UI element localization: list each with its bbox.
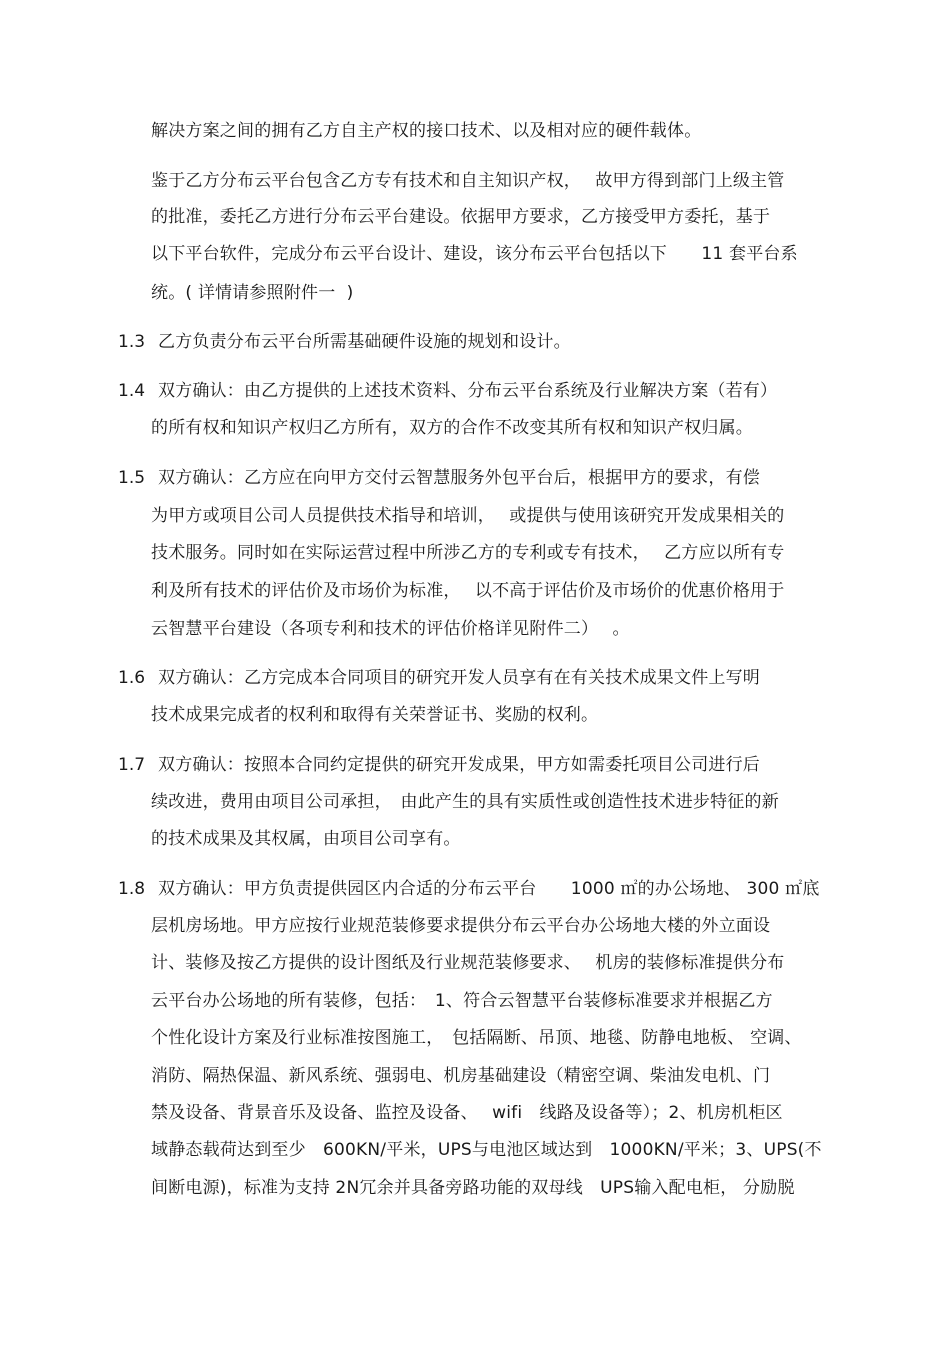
clause-line: 的所有权和知识产权归乙方所有，双方的合作不改变其所有权和知识产权归属。	[151, 418, 753, 438]
clause-line: 个性化设计方案及行业标准按图施工， 包括隔断、吊顶、地毯、防静电地板、 空调、	[151, 1028, 802, 1048]
clause-number: 1.5	[118, 468, 146, 488]
intro-line: 以下平台软件，完成分布云平台设计、建设，该分布云平台包括以下 11 套平台系	[151, 244, 798, 264]
clause-number: 1.8	[118, 879, 146, 899]
clause-line: 云平台办公场地的所有装修，包括： 1、符合云智慧平台装修标准要求并根据乙方	[151, 991, 773, 1011]
clause-line: 的技术成果及其权属，由项目公司享有。	[151, 829, 461, 849]
clause-line: 利及所有技术的评估价及市场价为标准， 以不高于评估价及市场价的优惠价格用于	[151, 581, 785, 601]
clause-line: 双方确认：甲方负责提供园区内合适的分布云平台 1000 ㎡的办公场地、 300 ㎡底	[158, 879, 820, 899]
intro-line: 统。( 详情请参照附件一 )	[151, 283, 354, 303]
clause-line: 计、装修及按乙方提供的设计图纸及行业规范装修要求、 机房的装修标准提供分布	[151, 953, 785, 973]
clause-line: 禁及设备、背景音乐及设备、监控及设备、 wifi 线路及设备等）；2、机房机柜区	[151, 1103, 783, 1123]
intro-line: 鉴于乙方分布云平台包含乙方专有技术和自主知识产权， 故甲方得到部门上级主管	[151, 171, 785, 191]
clause-line: 为甲方或项目公司人员提供技术指导和培训， 或提供与使用该研究开发成果相关的	[151, 506, 785, 526]
clause-line: 间断电源)，标准为支持 2N冗余并具备旁路功能的双母线 UPS输入配电柜， 分励脱	[151, 1178, 795, 1198]
clause-line: 双方确认：乙方完成本合同项目的研究开发人员享有在有关技术成果文件上写明	[158, 668, 760, 688]
intro-line: 的批准，委托乙方进行分布云平台建设。依据甲方要求，乙方接受甲方委托，基于	[151, 207, 771, 227]
clause-number: 1.7	[118, 755, 146, 775]
clause-line: 技术成果完成者的权利和取得有关荣誉证书、奖励的权利。	[151, 705, 599, 725]
clause-number: 1.6	[118, 668, 146, 688]
clause-line: 续改进，费用由项目公司承担， 由此产生的具有实质性或创造性技术进步特征的新	[151, 792, 779, 812]
clause-line: 技术服务。同时如在实际运营过程中所涉乙方的专利或专有技术， 乙方应以所有专	[151, 543, 785, 563]
clause-line: 双方确认：按照本合同约定提供的研究开发成果，甲方如需委托项目公司进行后	[158, 755, 760, 775]
clause-line: 乙方负责分布云平台所需基础硬件设施的规划和设计。	[158, 332, 571, 352]
clause-line: 云智慧平台建设（各项专利和技术的评估价格详见附件二） 。	[151, 619, 630, 639]
clause-line: 域静态载荷达到至少 600KN/平米，UPS与电池区域达到 1000KN/平米；3、UPS(不	[151, 1140, 822, 1160]
clause-line: 消防、隔热保温、新风系统、强弱电、机房基础建设（精密空调、柴油发电机、门	[151, 1066, 771, 1086]
clause-line: 层机房场地。甲方应按行业规范装修要求提供分布云平台办公场地大楼的外立面设	[151, 916, 771, 936]
clause-line: 双方确认：由乙方提供的上述技术资料、分布云平台系统及行业解决方案（若有）	[158, 381, 778, 401]
clause-number: 1.3	[118, 332, 146, 352]
clause-line: 双方确认：乙方应在向甲方交付云智慧服务外包平台后，根据甲方的要求，有偿	[158, 468, 760, 488]
clause-number: 1.4	[118, 381, 146, 401]
intro-line: 解决方案之间的拥有乙方自主产权的接口技术、以及相对应的硬件载体。	[151, 121, 702, 141]
